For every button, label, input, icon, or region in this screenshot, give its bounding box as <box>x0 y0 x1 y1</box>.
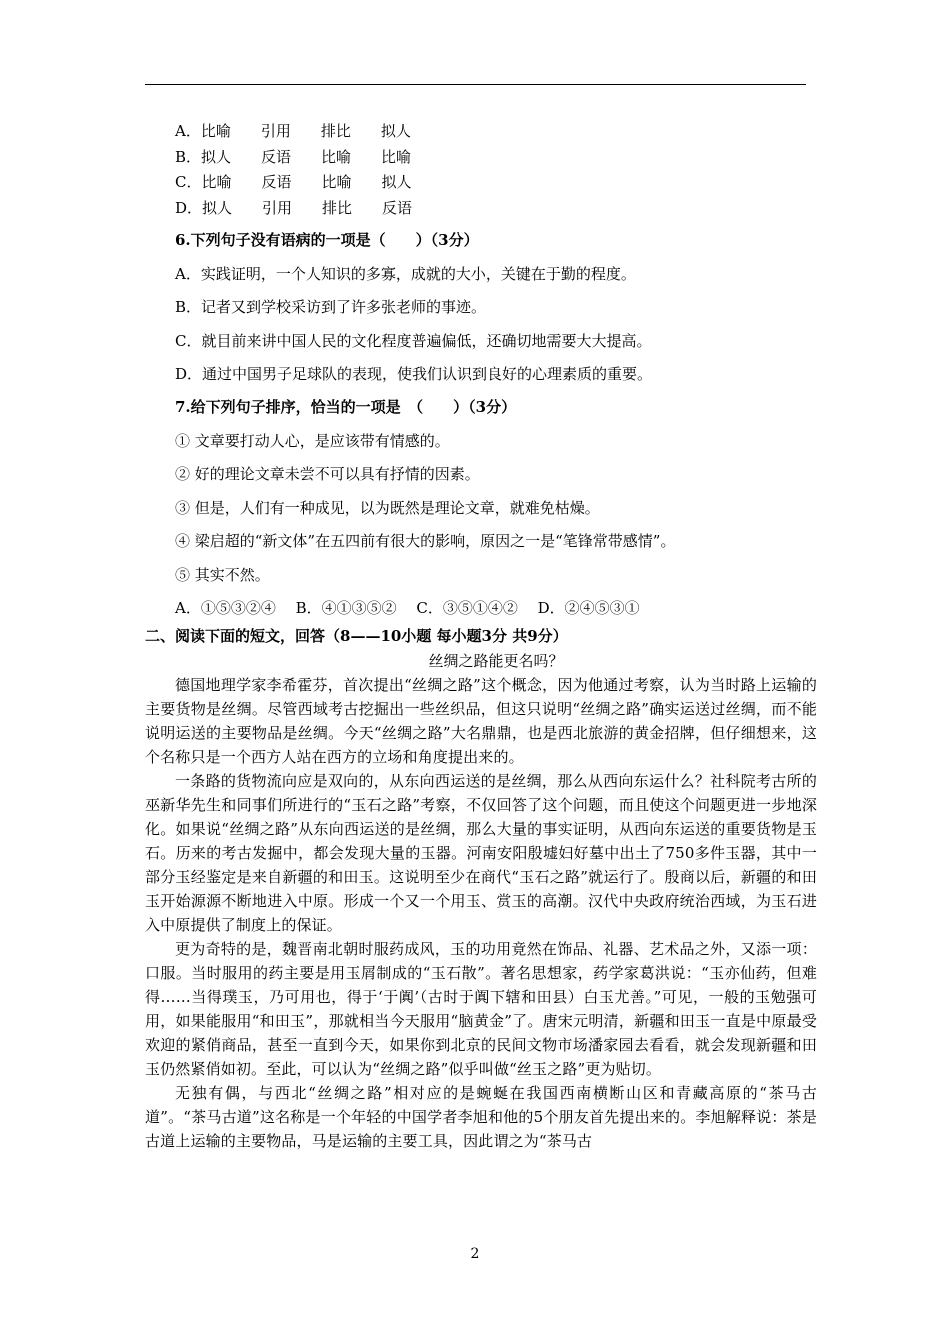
question-6-stem: 6.下列句子没有语病的一项是（ ）（3分） <box>175 231 479 249</box>
question-7-stem: 7.给下列句子排序，恰当的一项是 （ ）（3分） <box>175 398 517 416</box>
question-7-answers: A．①⑤③②④ B．④①③⑤② C．③⑤①④② D．②④⑤③① <box>175 599 640 617</box>
page-content <box>145 119 817 1153</box>
question-6 <box>145 228 817 386</box>
question-6-option-c: C．就目前来讲中国人民的文化程度普遍偏低，还确切地需要大大提高。 <box>175 331 652 350</box>
option-a: A．比喻 引用 排比 拟人 <box>175 122 411 140</box>
question-6-option-a: A．实践证明，一个人知识的多寡，成就的大小，关键在于勤的程度。 <box>175 264 636 283</box>
option-d: D．拟人 引用 排比 反语 <box>175 198 413 217</box>
article-paragraph-3: 更为奇特的是，魏晋南北朝时服药成风，玉的功用竟然在饰品、礼器、艺术品之外，又添一项：口服。当时服用的药主要是用玉屑制成的“玉石散”。著名思想家，药学家葛洪说：“玉亦仙药，但难得……当得璞玉，乃可用也，得于‘于阗’（古时于阗下辖和田县）白玉尤善。”可见，一般的玉勉强可用，如果能服用“和田玉”，那就相当今天服用“脑黄金”了。唐宋元明清，新疆和田玉一直是中原最受欢迎的紧俏商品，甚至一直到今天，如果你到北京的民间文物市场潘家园去看看，就会发现新疆和田玉仍然紧俏如初。至此，可以认为“丝绸之路”似乎叫做“丝玉之路”更为贴切。 <box>145 940 817 1078</box>
question-7-sentence-5: ⑤ 其实不然。 <box>175 565 270 584</box>
article-paragraph-1: 德国地理学家李希霍芬，首次提出“丝绸之路”这个概念，因为他通过考察，认为当时路上运输的主要货物是丝绸。尽管西域考古挖掘出一些丝织品，但这只说明“丝绸之路”确实运送过丝绸，而不能说明运送的主要物品是丝绸。今天“丝绸之路”大名鼎鼎，也是西北旅游的黄金招牌，但仔细想来，这个名称只是一个西方人站在西方的立场和角度提出来的。 <box>145 676 817 766</box>
reading-section <box>145 624 817 1153</box>
page-number: 2 <box>470 1246 480 1262</box>
question-7-sentence-4: ④ 梁启超的“新文体”在五四前有很大的影响，原因之一是“笔锋常带感情”。 <box>175 532 676 550</box>
previous-question-options <box>145 119 817 221</box>
article-paragraph-4: 无独有偶，与西北“丝绸之路”相对应的是蜿蜒在我国西南横断山区和青藏高原的“茶马古道”。“茶马古道”这名称是一个年轻的中国学者李旭和他的5个朋友首先提出来的。李旭解释说：茶是古道上运输的主要物品，马是运输的主要工具，因此谓之为“茶马古 <box>145 1084 817 1150</box>
question-7-sentence-1: ① 文章要打动人心，是应该带有情感的。 <box>175 431 450 450</box>
header-rule <box>145 84 806 85</box>
option-c: C．比喻 反语 比喻 拟人 <box>175 173 412 191</box>
article-title: 丝绸之路能更名吗？ <box>428 652 564 670</box>
question-6-option-d: D．通过中国男子足球队的表现，使我们认识到良好的心理素质的重要。 <box>175 365 653 383</box>
article-paragraph-2: 一条路的货物流向应是双向的，从东向西运送的是丝绸，那么从西向东运什么？社科院考古所的巫新华先生和同事们所进行的“玉石之路”考察，不仅回答了这个问题，而且使这个问题更进一步地深化。如果说“丝绸之路”从东向西运送的是丝绸，那么大量的事实证明，从西向东运送的重要货物是玉石。历来的考古发掘中，都会发现大量的玉器。河南安阳殷墟妇好墓中出土了750多件玉器，其中一部分玉经鉴定是来自新疆的和田玉。这说明至少在商代“玉石之路”就运行了。殷商以后，新疆的和田玉开始源源不断地进入中原。形成一个又一个用玉、赏玉的高潮。汉代中央政府统治西域，为玉石进入中原提供了制度上的保证。 <box>145 772 817 934</box>
question-6-option-b: B．记者又到学校采访到了许多张老师的事迹。 <box>175 298 487 316</box>
section-heading: 二、阅读下面的短文，回答（8——10小题 每小题3分 共9分） <box>145 627 568 645</box>
question-7-sentence-3: ③ 但是，人们有一种成见，以为既然是理论文章，就难免枯燥。 <box>175 498 600 517</box>
question-7-sentence-2: ② 好的理论文章未尝不可以具有抒情的因素。 <box>175 465 480 483</box>
option-b: B．拟人 反语 比喻 比喻 <box>175 147 412 166</box>
question-7 <box>145 395 817 620</box>
